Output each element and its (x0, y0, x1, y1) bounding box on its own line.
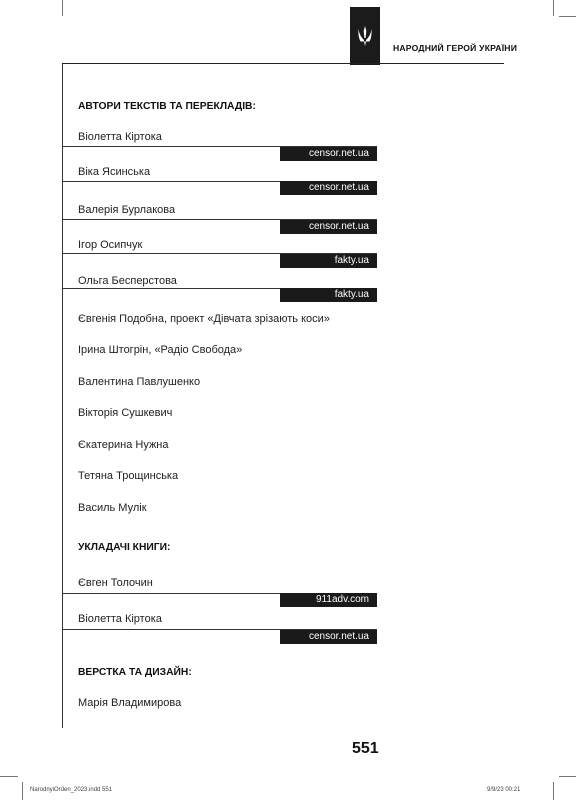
author-name: Ольга Бесперстова (78, 275, 177, 287)
file-slug: NarodnyiOrden_2023.indd 551 (30, 787, 113, 793)
author-name: Євгенія Подобна, проект «Дівчата зрізають коси» (78, 313, 330, 325)
crop-mark (553, 782, 554, 800)
source-tag: 911adv.com (280, 593, 377, 607)
author-name: Ігор Осипчук (78, 239, 143, 251)
author-name: Валентина Павлушенко (78, 376, 201, 388)
source-tag: censor.net.ua (280, 181, 377, 195)
header-logo (350, 7, 380, 65)
source-tag: censor.net.ua (280, 220, 377, 234)
trident-emblem-icon (357, 25, 373, 47)
running-header-title: НАРОДНИЙ ГЕРОЙ УКРАЇНИ (393, 43, 518, 53)
crop-mark (559, 16, 576, 17)
section-title-layout: ВЕРСТКА ТА ДИЗАЙН: (78, 667, 192, 678)
author-name: Єкатерина Нужна (78, 439, 169, 451)
crop-mark (0, 776, 18, 777)
crop-mark (553, 0, 554, 16)
author-name: Валерія Бурлакова (78, 204, 176, 216)
source-tag: censor.net.ua (280, 630, 377, 644)
crop-mark (62, 0, 63, 16)
author-name: Ірина Штогрін, «Радіо Свобода» (78, 344, 243, 356)
author-name: Віолетта Кіртока (78, 131, 162, 143)
source-tag: fakty.ua (280, 288, 377, 302)
page-number: 551 (352, 740, 379, 757)
compiler-name: Євген Толочин (78, 577, 153, 589)
author-name: Вікторія Сушкевич (78, 407, 173, 419)
author-name: Василь Мулік (78, 502, 147, 514)
source-tag: censor.net.ua (280, 147, 377, 161)
date-slug: 9/9/23 00:21 (487, 787, 521, 793)
author-name: Віка Ясинська (78, 166, 151, 178)
crop-mark (22, 782, 23, 800)
source-tag: fakty.ua (280, 254, 377, 268)
compiler-name: Віолетта Кіртока (78, 613, 162, 625)
crop-mark (559, 776, 576, 777)
section-title-authors: АВТОРИ ТЕКСТІВ ТА ПЕРЕКЛАДІВ: (78, 101, 256, 112)
author-name: Тетяна Трощинська (78, 470, 179, 482)
header-rule (62, 63, 504, 64)
designer-name: Марія Владимирова (78, 697, 182, 709)
section-title-compilers: УКЛАДАЧІ КНИГИ: (78, 542, 171, 553)
